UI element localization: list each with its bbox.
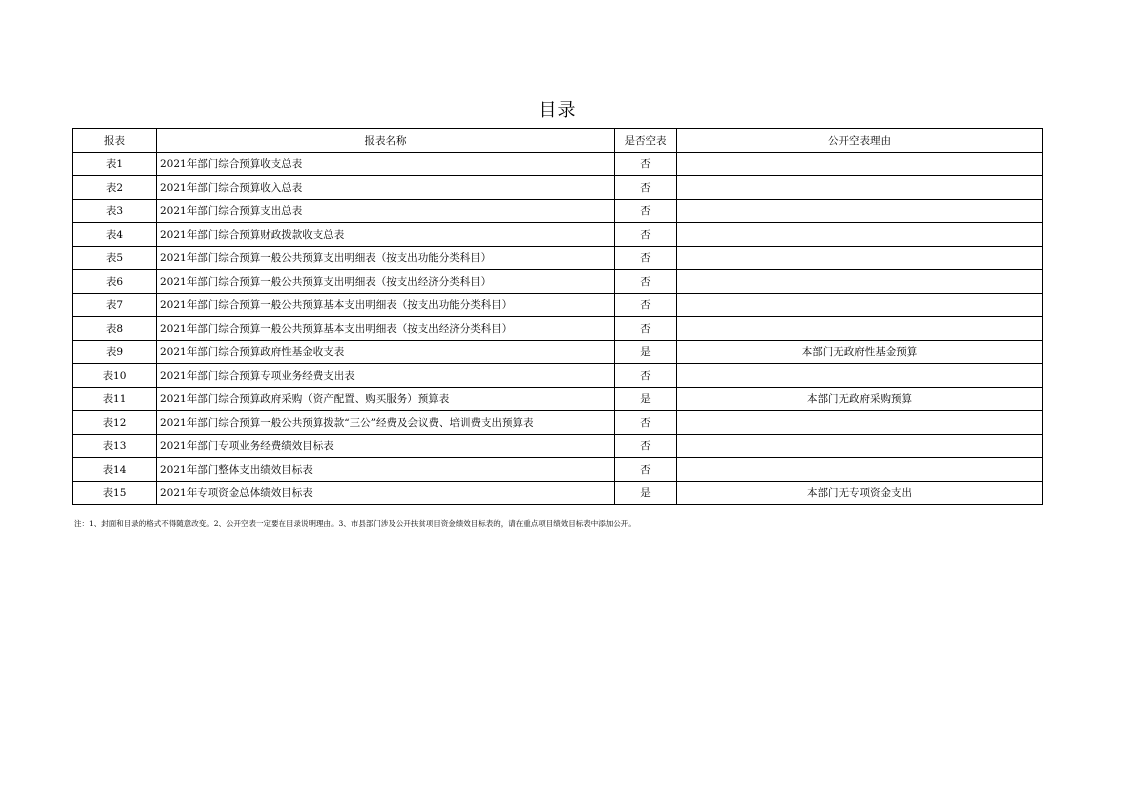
cell-is-empty: 否 (615, 458, 677, 482)
cell-table-name: 2021年部门综合预算财政拨款收支总表 (157, 223, 615, 247)
cell-is-empty: 否 (615, 152, 677, 176)
cell-is-empty: 否 (615, 317, 677, 341)
cell-is-empty: 是 (615, 387, 677, 411)
header-table-id: 报表 (73, 129, 157, 153)
cell-is-empty: 是 (615, 340, 677, 364)
table-row (73, 364, 1043, 388)
table-row (73, 387, 1043, 411)
cell-is-empty: 否 (615, 246, 677, 270)
table-row (73, 293, 1043, 317)
cell-empty-reason (677, 246, 1043, 270)
cell-empty-reason (677, 317, 1043, 341)
cell-empty-reason (677, 223, 1043, 247)
catalog-table (72, 128, 1043, 505)
cell-table-name: 2021年专项资金总体绩效目标表 (157, 481, 615, 505)
page-title: 目录 (538, 100, 577, 121)
cell-is-empty: 否 (615, 223, 677, 247)
cell-table-id: 表13 (73, 434, 157, 458)
cell-table-id: 表9 (73, 340, 157, 364)
cell-table-id: 表2 (73, 176, 157, 200)
table-row (73, 152, 1043, 176)
cell-table-id: 表14 (73, 458, 157, 482)
table-row (73, 411, 1043, 435)
table-row (73, 317, 1043, 341)
cell-empty-reason (677, 411, 1043, 435)
cell-is-empty: 否 (615, 364, 677, 388)
header-is-empty: 是否空表 (615, 129, 677, 153)
cell-table-name: 2021年部门专项业务经费绩效目标表 (157, 434, 615, 458)
cell-table-name: 2021年部门综合预算收支总表 (157, 152, 615, 176)
cell-is-empty: 否 (615, 411, 677, 435)
cell-empty-reason (677, 176, 1043, 200)
cell-is-empty: 否 (615, 270, 677, 294)
cell-empty-reason (677, 434, 1043, 458)
cell-table-id: 表6 (73, 270, 157, 294)
header-table-name: 报表名称 (157, 129, 615, 153)
cell-table-id: 表4 (73, 223, 157, 247)
cell-table-id: 表5 (73, 246, 157, 270)
cell-empty-reason (677, 152, 1043, 176)
cell-table-name: 2021年部门综合预算政府性基金收支表 (157, 340, 615, 364)
table-row (73, 481, 1043, 505)
table-body (73, 152, 1043, 505)
table-row (73, 270, 1043, 294)
table-row (73, 199, 1043, 223)
footnote: 注：1、封面和目录的格式不得随意改变。2、公开空表一定要在目录说明理由。3、市县部门涉及公开扶贫项目资金绩效目标表的，请在重点项目绩效目标表中添加公开。 (74, 519, 636, 528)
table-row (73, 176, 1043, 200)
cell-table-name: 2021年部门综合预算一般公共预算支出明细表（按支出经济分类科目） (157, 270, 615, 294)
cell-table-name: 2021年部门综合预算一般公共预算基本支出明细表（按支出经济分类科目） (157, 317, 615, 341)
table-row (73, 434, 1043, 458)
cell-empty-reason: 本部门无政府性基金预算 (677, 340, 1043, 364)
cell-table-id: 表1 (73, 152, 157, 176)
cell-is-empty: 否 (615, 199, 677, 223)
cell-table-name: 2021年部门综合预算专项业务经费支出表 (157, 364, 615, 388)
table-row (73, 223, 1043, 247)
cell-table-id: 表7 (73, 293, 157, 317)
cell-table-id: 表3 (73, 199, 157, 223)
cell-table-name: 2021年部门综合预算支出总表 (157, 199, 615, 223)
cell-is-empty: 否 (615, 434, 677, 458)
cell-empty-reason (677, 199, 1043, 223)
cell-empty-reason (677, 293, 1043, 317)
cell-table-name: 2021年部门综合预算政府采购（资产配置、购买服务）预算表 (157, 387, 615, 411)
cell-table-id: 表10 (73, 364, 157, 388)
cell-empty-reason (677, 458, 1043, 482)
header-empty-reason: 公开空表理由 (677, 129, 1043, 153)
table-row (73, 458, 1043, 482)
cell-is-empty: 否 (615, 293, 677, 317)
cell-table-id: 表8 (73, 317, 157, 341)
table-row (73, 246, 1043, 270)
cell-table-name: 2021年部门综合预算一般公共预算拨款“三公”经费及会议费、培训费支出预算表 (157, 411, 615, 435)
cell-empty-reason (677, 364, 1043, 388)
cell-empty-reason: 本部门无专项资金支出 (677, 481, 1043, 505)
cell-table-name: 2021年部门综合预算收入总表 (157, 176, 615, 200)
cell-is-empty: 否 (615, 176, 677, 200)
table-header-row (73, 129, 1043, 153)
cell-is-empty: 是 (615, 481, 677, 505)
cell-table-name: 2021年部门综合预算一般公共预算支出明细表（按支出功能分类科目） (157, 246, 615, 270)
cell-table-id: 表15 (73, 481, 157, 505)
cell-table-name: 2021年部门整体支出绩效目标表 (157, 458, 615, 482)
cell-table-name: 2021年部门综合预算一般公共预算基本支出明细表（按支出功能分类科目） (157, 293, 615, 317)
table-row (73, 340, 1043, 364)
cell-table-id: 表11 (73, 387, 157, 411)
cell-table-id: 表12 (73, 411, 157, 435)
cell-empty-reason: 本部门无政府采购预算 (677, 387, 1043, 411)
cell-empty-reason (677, 270, 1043, 294)
